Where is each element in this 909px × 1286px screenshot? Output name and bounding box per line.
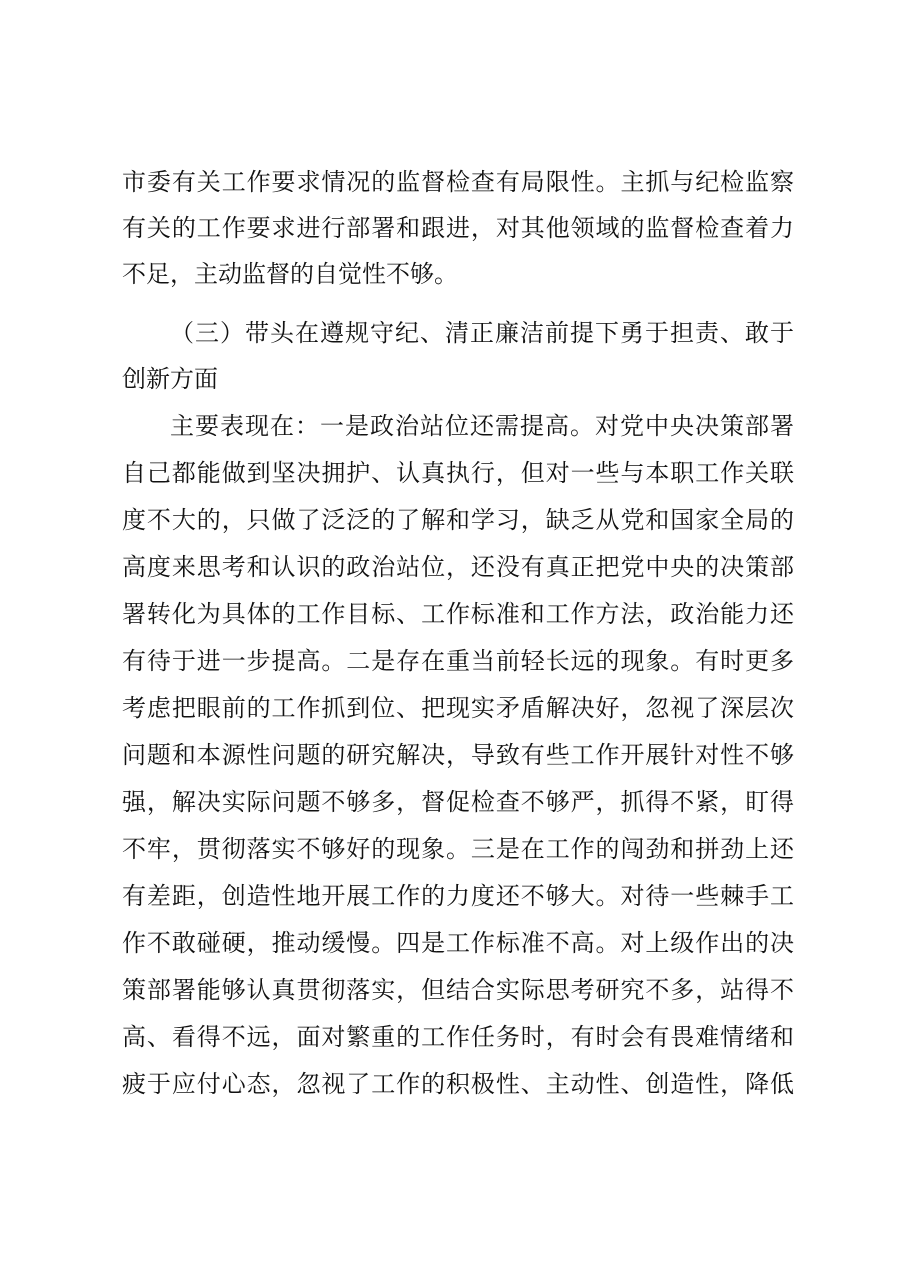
paragraph-line: 作不敢碰硬，推动缓慢。四是工作标准不高。对上级作出的决 [122,929,794,957]
paragraph-line: 问题和本源性问题的研究解决，导致有些工作开展针对性不够 [122,741,794,769]
section-heading-line: （三）带头在遵规守纪、清正廉洁前提下勇于担责、敢于 [170,319,794,347]
paragraph-line: 不牢，贯彻落实不够好的现象。三是在工作的闯劲和拼劲上还 [122,835,794,863]
paragraph-line: 有待于进一步提高。二是存在重当前轻长远的现象。有时更多 [122,647,794,675]
section-heading-line: 创新方面 [122,365,218,393]
paragraph-line: 策部署能够认真贯彻落实，但结合实际思考研究不多，站得不 [122,976,794,1004]
paragraph-line: 有关的工作要求进行部署和跟进，对其他领域的监督检查着力 [122,214,794,242]
paragraph-line: 自己都能做到坚决拥护、认真执行，但对一些与本职工作关联 [122,459,794,487]
paragraph-line: 高、看得不远，面对繁重的工作任务时，有时会有畏难情绪和 [122,1023,794,1051]
paragraph-line: 度不大的，只做了泛泛的了解和学习，缺乏从党和国家全局的 [122,506,794,534]
paragraph-line: 有差距，创造性地开展工作的力度还不够大。对待一些棘手工 [122,882,794,910]
paragraph-line: 市委有关工作要求情况的监督检查有局限性。主抓与纪检监察 [122,168,794,196]
paragraph-line: 疲于应付心态，忽视了工作的积极性、主动性、创造性，降低 [122,1070,794,1098]
paragraph-line: 不足，主动监督的自觉性不够。 [122,260,458,288]
paragraph-line: 主要表现在：一是政治站位还需提高。对党中央决策部署 [170,412,794,440]
paragraph-line: 高度来思考和认识的政治站位，还没有真正把党中央的决策部 [122,553,794,581]
paragraph-line: 考虑把眼前的工作抓到位、把现实矛盾解决好，忽视了深层次 [122,694,794,722]
paragraph-line: 强，解决实际问题不够多，督促检查不够严，抓得不紧，盯得 [122,788,794,816]
paragraph-line: 署转化为具体的工作目标、工作标准和工作方法，政治能力还 [122,600,794,628]
